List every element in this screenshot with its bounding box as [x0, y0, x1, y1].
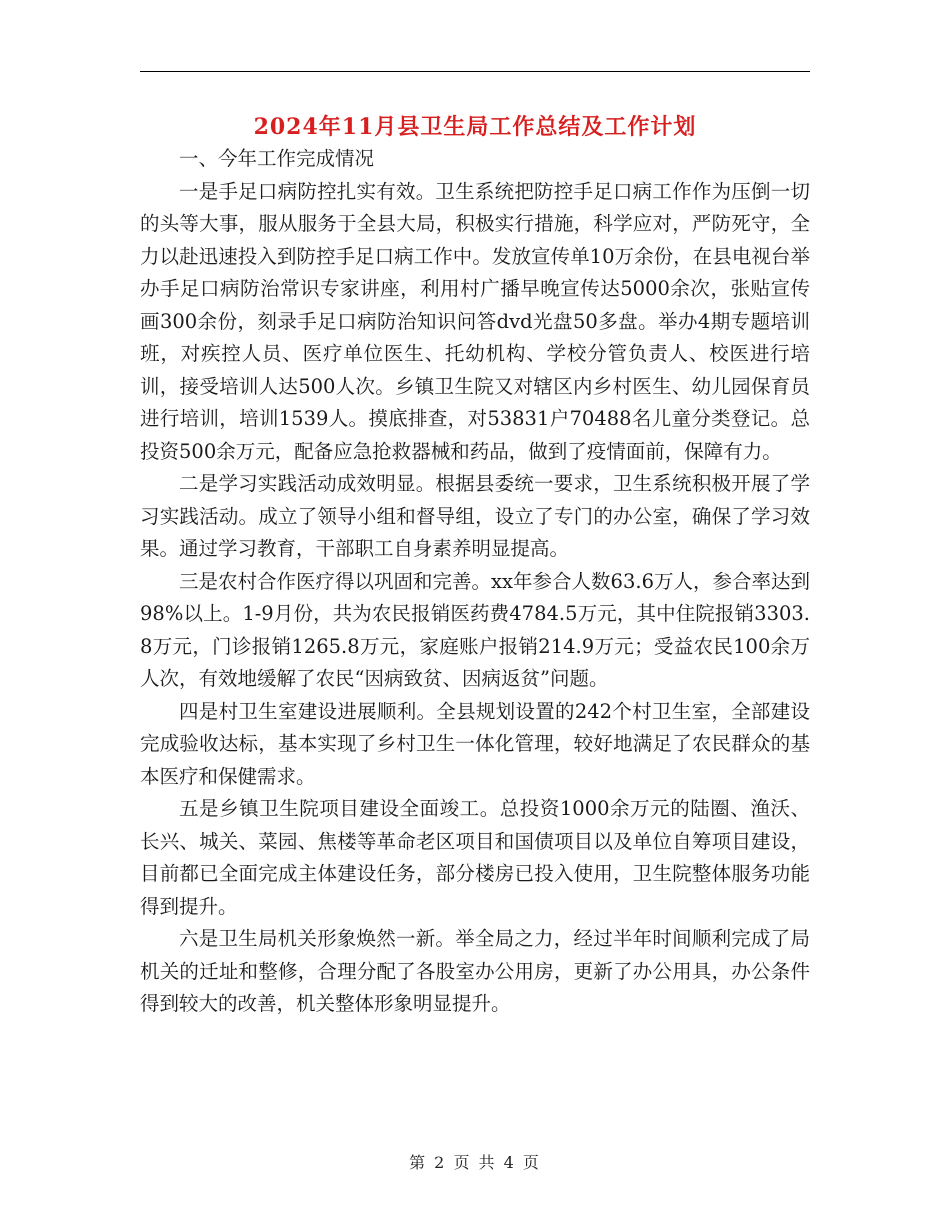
- document-body: [140, 143, 810, 1021]
- paragraph: 二是学习实践活动成效明显。根据县委统一要求，卫生系统积极开展了学习实践活动。成立了领导小组和督导组，设立了专门的办公室，确保了学习效果。通过学习教育，干部职工自身素养明显提高。: [140, 472, 810, 560]
- section-heading: 一、今年工作完成情况: [179, 147, 375, 170]
- header-rule: [140, 71, 810, 72]
- page-footer: 第 2 页 共 4 页: [409, 1153, 541, 1172]
- document-title: 2024年11月县卫生局工作总结及工作计划: [253, 114, 697, 140]
- paragraph: 三是农村合作医疗得以巩固和完善。xx年参合人数63.6万人，参合率达到98%以上。1-9月份，共为农民报销医药费4784.5万元，其中住院报销3303.8万元，门诊报销1265.8万元，家庭账户报销214.9万元；受益农民100余万人次，有效地缓解了农民“因病致贫、因病返贫”问题。: [140, 569, 810, 690]
- paragraph: 六是卫生局机关形象焕然一新。举全局之力，经过半年时间顺利完成了局机关的迁址和整修，合理分配了各股室办公用房，更新了办公用具，办公条件得到较大的改善，机关整体形象明显提升。: [140, 927, 810, 1015]
- paragraph: 一是手足口病防控扎实有效。卫生系统把防控手足口病工作作为压倒一切的头等大事，服从服务于全县大局，积极实行措施，科学应对，严防死守，全力以赴迅速投入到防控手足口病工作中。发放宣传单10万余份，在县电视台举办手足口病防治常识专家讲座，利用村广播早晚宣传达5000余次，张贴宣传画300余份，刻录手足口病防治知识问答dvd光盘50多盘。举办4期专题培训班，对疾控人员、医疗单位医生、托幼机构、学校分管负责人、校医进行培训，接受培训人达500人次。乡镇卫生院又对辖区内乡村医生、幼儿园保育员进行培训，培训1539人。摸底排查，对53831户70488名儿童分类登记。总投资500余万元，配备应急抢救器械和药品，做到了疫情面前，保障有力。: [140, 179, 810, 463]
- paragraph: 五是乡镇卫生院项目建设全面竣工。总投资1000余万元的陆圈、渔沃、长兴、城关、菜园、焦楼等革命老区项目和国债项目以及单位自筹项目建设，目前都已全面完成主体建设任务，部分楼房已投入使用，卫生院整体服务功能得到提升。: [140, 797, 810, 918]
- paragraph: 四是村卫生室建设进展顺利。全县规划设置的242个村卫生室，全部建设完成验收达标，基本实现了乡村卫生一体化管理，较好地满足了农民群众的基本医疗和保健需求。: [140, 699, 810, 788]
